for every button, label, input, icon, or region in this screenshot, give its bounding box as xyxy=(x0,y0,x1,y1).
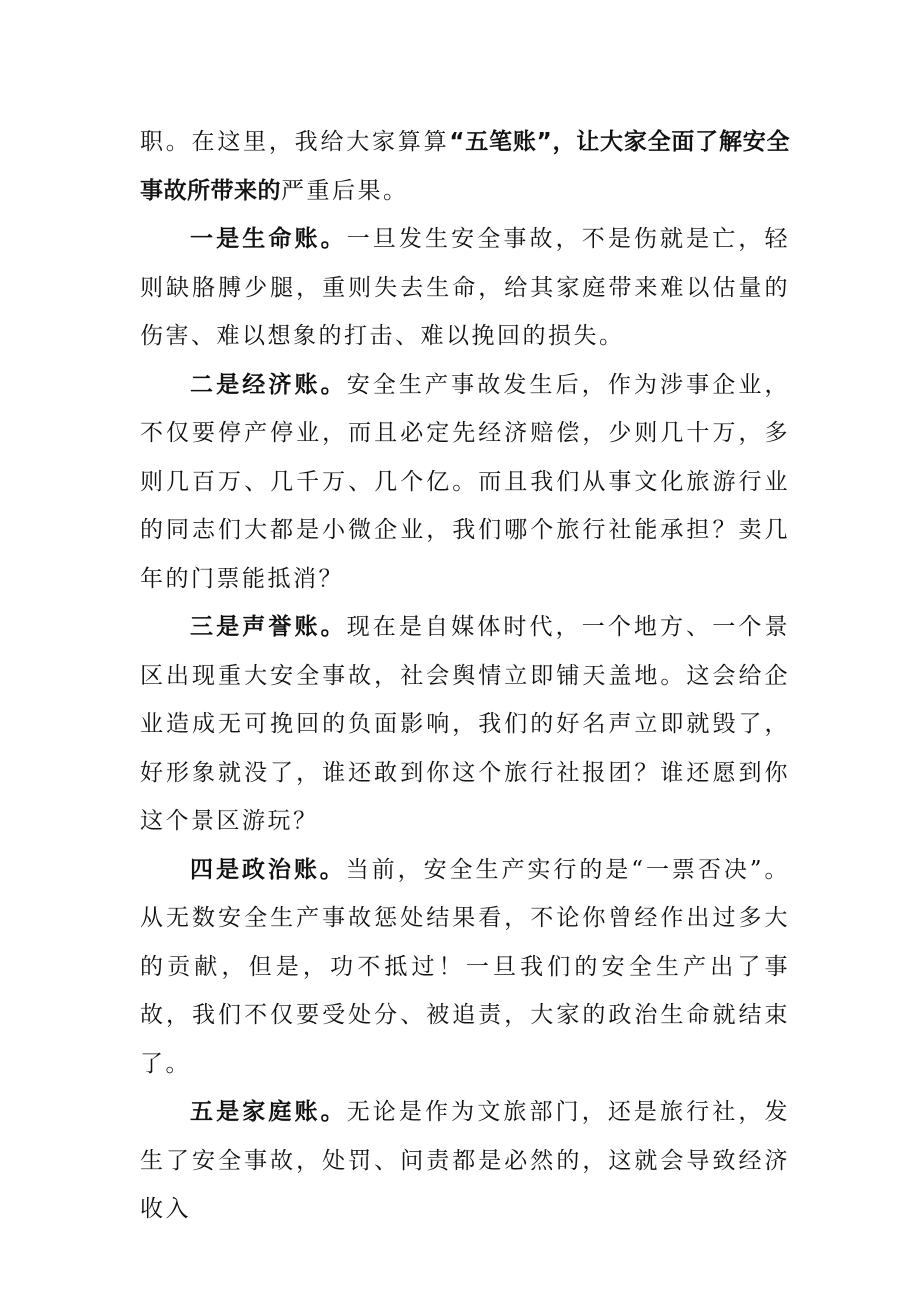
account-lead-economy: 二是经济账。 xyxy=(190,370,347,398)
account-lead-reputation: 三是声誉账。 xyxy=(190,613,347,640)
intro-text-part3: 严重后果。 xyxy=(281,177,409,204)
account-lead-family: 五是家庭账。 xyxy=(190,1098,347,1125)
account-paragraph-economy xyxy=(140,361,790,604)
account-paragraph-politics xyxy=(140,846,790,1089)
account-body-life: 一旦发生安全事故，不是伤就是亡，轻则缺胳膊少腿，重则失去生命，给其家庭带来难以估量的伤害、难以想象的打击、难以挽回的损失。 xyxy=(140,226,791,349)
intro-text-part2: “五笔账”，让大家全面了解安全事故所带来的 xyxy=(140,129,791,204)
account-body-economy: 安全生产事故发生后，作为涉事企业，不仅要停产停业，而且必定先经济赔偿，少则几十万，多则几百万、几千万、几个亿。而且我们从事文化旅游行业的同志们大都是小微企业，我们哪个旅行社能承担？卖几年的门票能抵消？ xyxy=(140,371,791,592)
intro-paragraph xyxy=(140,118,790,215)
account-paragraph-life xyxy=(140,215,790,361)
document-body xyxy=(140,118,790,1234)
account-lead-politics: 四是政治账。 xyxy=(190,855,346,883)
account-paragraph-family xyxy=(140,1088,790,1234)
account-body-reputation: 现在是自媒体时代，一个地方、一个景区出现重大安全事故，社会舆情立即铺天盖地。这会给企业造成无可挽回的负面影响，我们的好名声立即就毁了，好形象就没了，谁还敢到你这个旅行社报团？谁还愿到你这个景区游玩？ xyxy=(140,614,791,834)
intro-text-part1: 职。在这里，我给大家算算 xyxy=(140,129,450,155)
account-lead-life: 一是生命账。 xyxy=(190,225,347,252)
account-paragraph-reputation xyxy=(140,603,790,846)
account-body-politics: 当前，安全生产实行的是“一票否决”。从无数安全生产事故惩处结果看，不论你曾经作出过多大的贡献，但是，功不抵过！一旦我们的安全生产出了事故，我们不仅要受处分、被追责，大家的政治生命就结束了。 xyxy=(140,856,790,1077)
account-body-family: 无论是作为文旅部门，还是旅行社，发生了安全事故，处罚、问责都是必然的，这就会导致经济收入 xyxy=(140,1099,791,1222)
